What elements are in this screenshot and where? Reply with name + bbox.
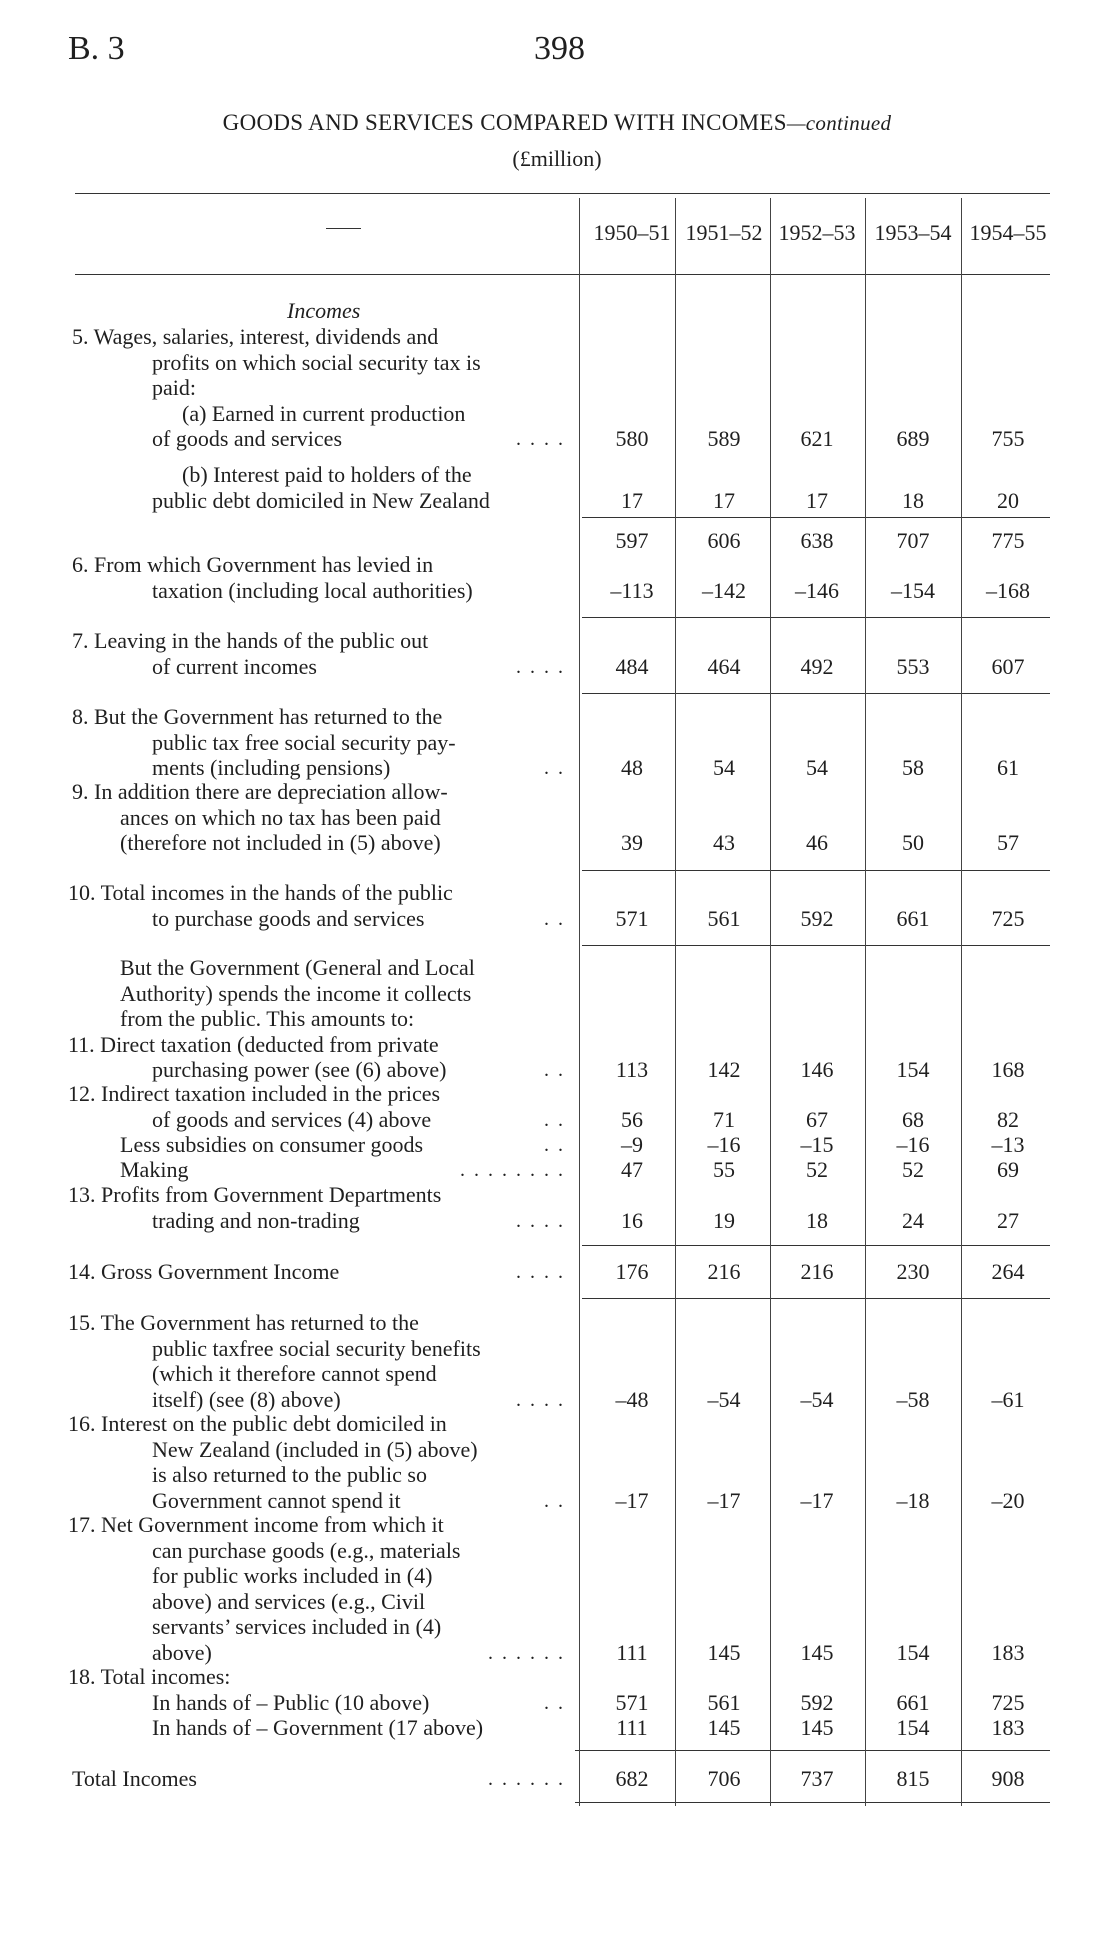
row-label-line: 15. The Government has returned to the <box>68 1310 419 1335</box>
leader-dots: . . <box>544 757 565 779</box>
page-number: 398 <box>534 30 585 67</box>
table-cell: 183 <box>991 1715 1025 1740</box>
table-cell: 52 <box>902 1157 924 1182</box>
table-cell: 230 <box>896 1259 930 1284</box>
row-label-line: Less subsidies on consumer goods <box>120 1132 424 1157</box>
row-label-line: profits on which social security tax is <box>152 349 481 375</box>
table-cell: 111 <box>616 1639 648 1665</box>
row-label-line: trading and non-trading <box>152 1207 360 1233</box>
table-cell: 154 <box>896 1715 930 1740</box>
table-cell: 492 <box>800 653 834 679</box>
leader-dots: . . <box>544 907 565 930</box>
table-cell: –113 <box>610 577 654 603</box>
table-cell: 55 <box>713 1157 735 1182</box>
table-cell: 39 <box>621 830 643 855</box>
column-rule <box>579 198 580 1806</box>
table-cell: –154 <box>891 577 935 603</box>
row-label-line: from the public. This amounts to: <box>120 1006 415 1031</box>
table-cell: –15 <box>800 1132 834 1157</box>
column-header: 1952–53 <box>778 220 856 245</box>
table-cell: 20 <box>997 487 1019 513</box>
table-cell: 145 <box>800 1715 834 1740</box>
row-label-line: above) <box>152 1639 212 1665</box>
row-label-line: But the Government (General and Local <box>120 955 475 980</box>
table-cell: 592 <box>800 1689 834 1715</box>
table-cell: 146 <box>800 1057 834 1082</box>
table-cell: 50 <box>902 830 924 855</box>
column-rule <box>770 198 771 1806</box>
unit-label: (£million) <box>512 146 602 171</box>
row-label-line: Government cannot spend it <box>152 1487 401 1513</box>
table-cell: 82 <box>997 1106 1019 1132</box>
table-cell: 725 <box>991 1689 1025 1715</box>
row-label-line: purchasing power (see (6) above) <box>152 1057 447 1082</box>
row-label-line: public taxfree social security benefits <box>152 1335 481 1361</box>
row-label-line: can purchase goods (e.g., materials <box>152 1537 461 1563</box>
table-cell: 113 <box>615 1057 649 1082</box>
table-cell: 27 <box>997 1207 1019 1233</box>
table-cell: 176 <box>615 1259 649 1284</box>
table-cell: –48 <box>615 1386 649 1412</box>
table-cell: 775 <box>991 528 1025 553</box>
table-rule <box>582 517 1050 518</box>
table-cell: 18 <box>806 1207 828 1233</box>
table-cell: 17 <box>806 487 828 513</box>
column-rule <box>865 198 866 1806</box>
table-cell: 661 <box>896 905 930 931</box>
table-cell: 111 <box>616 1715 648 1740</box>
row-label-line: (therefore not included in (5) above) <box>120 830 441 855</box>
row-label-line: of goods and services (4) above <box>152 1106 432 1132</box>
table-rule <box>582 945 1050 946</box>
row-label-line: of current incomes <box>152 653 317 679</box>
table-cell: 682 <box>615 1766 649 1791</box>
row-label-line: public tax free social security pay- <box>152 729 456 755</box>
table-cell: 571 <box>615 905 649 931</box>
table-cell: 71 <box>713 1106 735 1132</box>
leader-dots: . . <box>544 1059 565 1081</box>
table-rule <box>582 1245 1050 1246</box>
row-label-line: 18. Total incomes: <box>68 1664 231 1689</box>
stub-header-dash <box>326 228 361 229</box>
row-label-line: 5. Wages, salaries, interest, dividends and <box>72 324 439 349</box>
row-label-line: 17. Net Government income from which it <box>68 1512 444 1537</box>
leader-dots: . . . . . . <box>488 1641 565 1664</box>
table-cell: 725 <box>991 905 1025 931</box>
table-cell: –16 <box>896 1132 930 1157</box>
table-cell: 264 <box>991 1259 1025 1284</box>
row-label-line: is also returned to the public so <box>152 1462 427 1487</box>
table-rule <box>75 274 1050 275</box>
table-cell: 561 <box>707 905 741 931</box>
table-cell: 154 <box>896 1057 930 1082</box>
table-cell: 589 <box>707 426 741 451</box>
leader-dots: . . <box>544 1134 565 1156</box>
table-cell: 707 <box>896 528 930 553</box>
table-cell: 46 <box>806 830 828 855</box>
table-cell: 606 <box>707 528 741 553</box>
table-cell: –17 <box>707 1487 741 1513</box>
table-cell: 17 <box>713 487 735 513</box>
table-cell: 57 <box>997 830 1019 855</box>
table-cell: 183 <box>991 1639 1025 1665</box>
row-label-line: 9. In addition there are depreciation allow- <box>72 779 448 804</box>
table-cell: 61 <box>997 755 1019 780</box>
table-cell: 216 <box>800 1259 834 1284</box>
table-cell: –61 <box>991 1386 1025 1412</box>
table-cell: –13 <box>991 1132 1025 1157</box>
table-rule <box>582 870 1050 871</box>
table-cell: –168 <box>986 577 1030 603</box>
leader-dots: . . <box>544 1489 565 1512</box>
row-label-line: above) and services (e.g., Civil <box>152 1588 426 1614</box>
table-cell: 154 <box>896 1639 930 1665</box>
table-cell: 553 <box>896 653 930 679</box>
column-header: 1954–55 <box>969 220 1047 245</box>
section-heading: Incomes <box>287 298 361 323</box>
leader-dots: . . . . <box>516 1209 565 1232</box>
page-ref: B. 3 <box>68 30 125 67</box>
row-label-line: paid: <box>152 375 196 400</box>
leader-dots: . . . . <box>516 1261 565 1283</box>
row-label-line: 13. Profits from Government Departments <box>68 1182 442 1207</box>
table-cell: 908 <box>991 1766 1025 1791</box>
table-cell: 216 <box>707 1259 741 1284</box>
row-label-line: (which it therefore cannot spend <box>152 1361 437 1386</box>
row-label-line: for public works included in (4) <box>152 1563 433 1588</box>
table-cell: –58 <box>896 1386 930 1412</box>
row-label-line: taxation (including local authorities) <box>152 577 473 603</box>
table-rule <box>582 617 1050 618</box>
leader-dots: . . <box>544 1108 565 1131</box>
row-label-line: servants’ services included in (4) <box>152 1614 442 1639</box>
column-header: 1950–51 <box>593 220 671 245</box>
row-label-line: 6. From which Government has levied in <box>72 552 434 577</box>
title-suffix: —continued <box>786 111 892 135</box>
table-cell: –146 <box>795 577 839 603</box>
table-cell: 580 <box>615 426 649 451</box>
table-cell: 17 <box>621 487 643 513</box>
table-cell: 56 <box>621 1106 643 1132</box>
leader-dots: . . . . <box>516 428 565 450</box>
table-cell: –17 <box>800 1487 834 1513</box>
row-label-line: Making <box>120 1157 189 1182</box>
table-cell: 54 <box>806 755 828 780</box>
row-label-line: (a) Earned in current production <box>182 400 466 426</box>
table-rule <box>582 1298 1050 1299</box>
column-rule <box>961 198 962 1806</box>
row-label-line: 11. Direct taxation (deducted from private <box>68 1031 439 1057</box>
table-cell: –142 <box>702 577 746 603</box>
table-cell: 638 <box>800 528 834 553</box>
table-cell: –54 <box>707 1386 741 1412</box>
row-label-line: 12. Indirect taxation included in the prices <box>68 1081 441 1106</box>
table-cell: 484 <box>615 653 649 679</box>
table-cell: 16 <box>621 1207 643 1233</box>
table-cell: 145 <box>707 1639 741 1665</box>
leader-dots: . . . . . . <box>488 1768 565 1790</box>
table-cell: –16 <box>707 1132 741 1157</box>
table-rule <box>575 1802 1050 1803</box>
table-cell: 54 <box>713 755 735 780</box>
table-cell: 68 <box>902 1106 924 1132</box>
leader-dots: . . . . . . . . <box>460 1159 565 1181</box>
table-cell: 561 <box>707 1689 741 1715</box>
row-label-line: In hands of – Public (10 above) <box>152 1689 430 1715</box>
row-label-line: 16. Interest on the public debt domiciled in <box>68 1411 447 1436</box>
leader-dots: . . <box>544 1691 565 1714</box>
row-label-line: 14. Gross Government Income <box>68 1259 340 1284</box>
table-cell: 24 <box>902 1207 924 1233</box>
table-cell: 815 <box>896 1766 930 1791</box>
table-cell: 48 <box>621 755 643 780</box>
table-cell: –18 <box>896 1487 930 1513</box>
table-cell: 737 <box>800 1766 834 1791</box>
table-cell: 69 <box>997 1157 1019 1182</box>
column-header: 1953–54 <box>874 220 952 245</box>
row-label-line: itself) (see (8) above) <box>152 1386 341 1412</box>
table-cell: –20 <box>991 1487 1025 1513</box>
row-label-line: Authority) spends the income it collects <box>120 980 472 1006</box>
title-main: GOODS AND SERVICES COMPARED WITH INCOMES <box>222 110 787 135</box>
table-cell: 621 <box>800 426 834 451</box>
row-label-line: 10. Total incomes in the hands of the public <box>68 880 453 905</box>
table-cell: 43 <box>713 830 735 855</box>
table-cell: –9 <box>621 1132 643 1157</box>
table-cell: –54 <box>800 1386 834 1412</box>
table-cell: 592 <box>800 905 834 931</box>
column-header: 1951–52 <box>685 220 763 245</box>
row-label-line: 8. But the Government has returned to the <box>72 704 443 729</box>
table-cell: 47 <box>621 1157 643 1182</box>
row-label-line: of goods and services <box>152 426 343 451</box>
table-cell: 142 <box>707 1057 741 1082</box>
table-cell: 145 <box>800 1639 834 1665</box>
table-cell: 571 <box>615 1689 649 1715</box>
table-cell: –17 <box>615 1487 649 1513</box>
row-label-line: to purchase goods and services <box>152 905 425 931</box>
row-label-line: New Zealand (included in (5) above) <box>152 1436 478 1462</box>
table-cell: 18 <box>902 487 924 513</box>
table-rule <box>75 193 1050 194</box>
table-rule <box>582 693 1050 694</box>
table-cell: 464 <box>707 653 741 679</box>
table-cell: 706 <box>707 1766 741 1791</box>
row-label-line: ments (including pensions) <box>152 755 391 780</box>
leader-dots: . . . . <box>516 655 565 678</box>
row-label-line: (b) Interest paid to holders of the <box>182 462 472 487</box>
table-cell: 67 <box>806 1106 828 1132</box>
table-cell: 755 <box>991 426 1025 451</box>
row-label-line: In hands of – Government (17 above) <box>152 1715 484 1740</box>
table-cell: 168 <box>991 1057 1025 1082</box>
table-cell: 52 <box>806 1157 828 1182</box>
table-cell: 689 <box>896 426 930 451</box>
leader-dots: . . . . <box>516 1388 565 1411</box>
row-label-line: ances on which no tax has been paid <box>120 804 441 830</box>
table-rule <box>575 1750 1050 1751</box>
row-label-line: Total Incomes <box>72 1766 197 1791</box>
row-label-line: public debt domiciled in New Zealand <box>152 487 490 513</box>
row-label-line: 7. Leaving in the hands of the public out <box>72 628 429 653</box>
table-cell: 607 <box>991 653 1025 679</box>
table-cell: 597 <box>615 528 649 553</box>
table-cell: 661 <box>896 1689 930 1715</box>
table-cell: 19 <box>713 1207 735 1233</box>
table-cell: 145 <box>707 1715 741 1740</box>
table-cell: 58 <box>902 755 924 780</box>
